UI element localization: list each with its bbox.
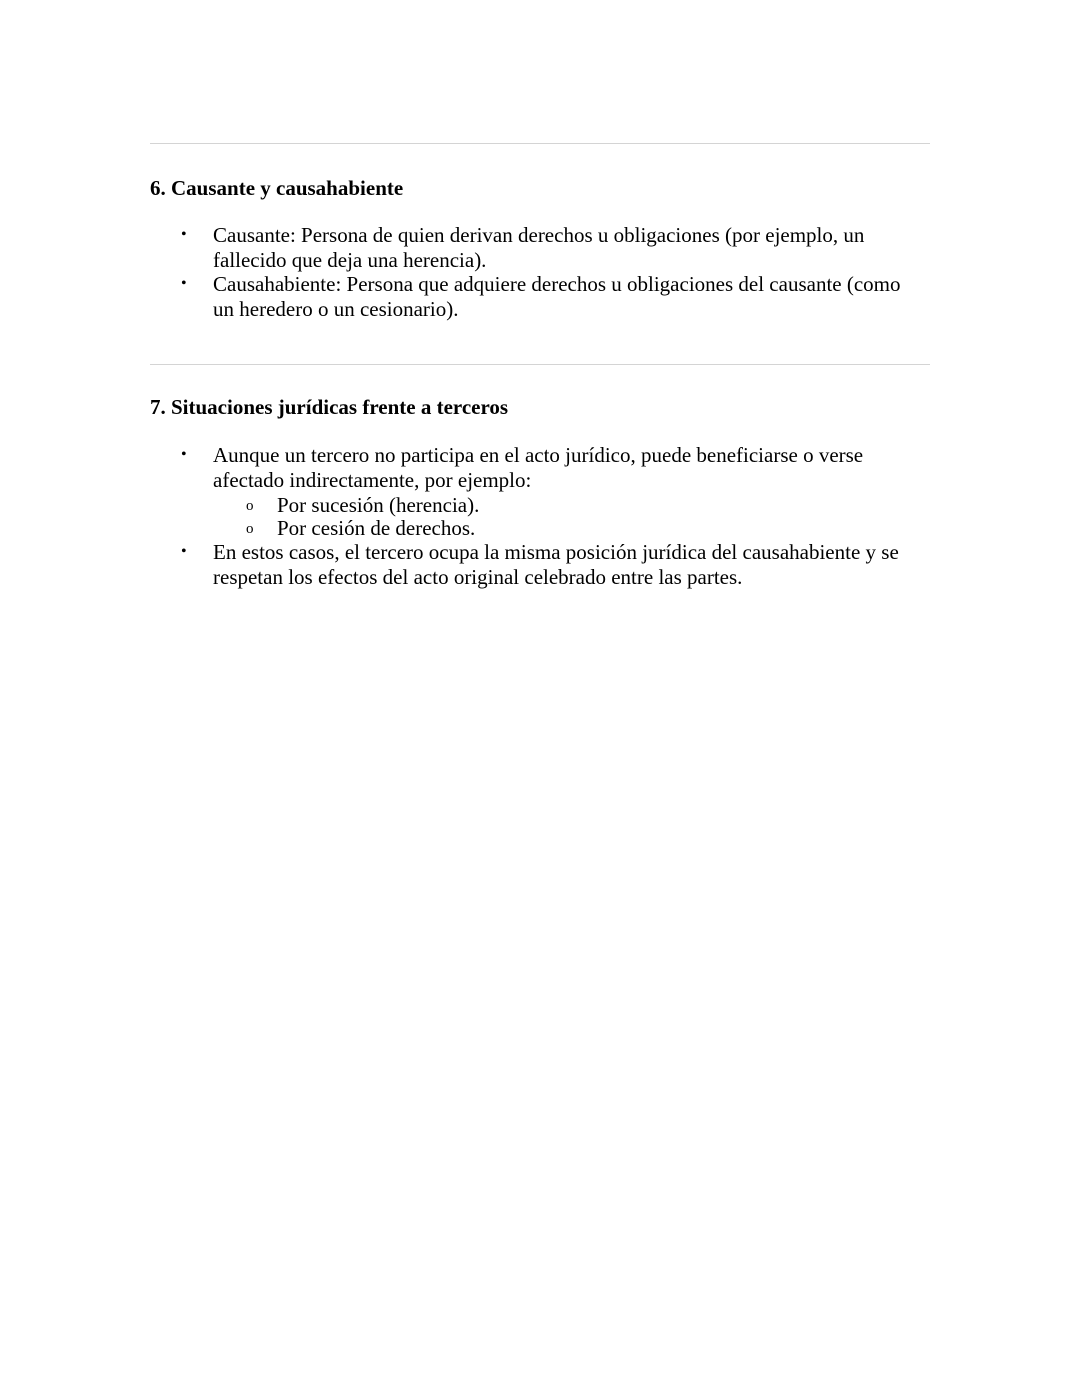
item-text: Causahabiente: Persona que adquiere derechos u obligaciones del causante (como [213,272,901,296]
list-item [181,272,901,321]
bullet-icon: • [181,226,187,243]
item-text: un heredero o un cesionario). [213,296,459,321]
bullet-icon: • [181,543,187,560]
circle-bullet-icon: o [246,521,254,537]
list-item [181,223,865,272]
list-item [181,540,899,589]
circle-bullet-icon: o [246,498,254,514]
item-text: Aunque un tercero no participa en el acto jurídico, puede beneficiarse o verse [213,443,864,467]
bullet-icon: • [181,446,187,463]
list-item [181,443,864,492]
item-text: Por sucesión (herencia). [277,493,480,517]
item-text: Por cesión de derechos. [277,516,476,540]
section-heading: 7. Situaciones jurídicas frente a terceros [150,395,509,419]
sub-list-item [246,516,476,540]
item-text: respetan los efectos del acto original celebrado entre las partes. [213,564,743,589]
item-text: Causante: Persona de quien derivan derechos u obligaciones (por ejemplo, un [213,223,865,247]
item-text: afectado indirectamente, por ejemplo: [213,467,532,492]
item-text: fallecido que deja una herencia). [213,247,487,272]
item-text: En estos casos, el tercero ocupa la misma posición jurídica del causahabiente y se [213,540,899,564]
section-heading: 6. Causante y causahabiente [150,176,404,200]
sub-list-item [246,493,480,517]
bullet-icon: • [181,275,187,292]
horizontal-rule [150,143,930,144]
horizontal-rule [150,364,930,365]
